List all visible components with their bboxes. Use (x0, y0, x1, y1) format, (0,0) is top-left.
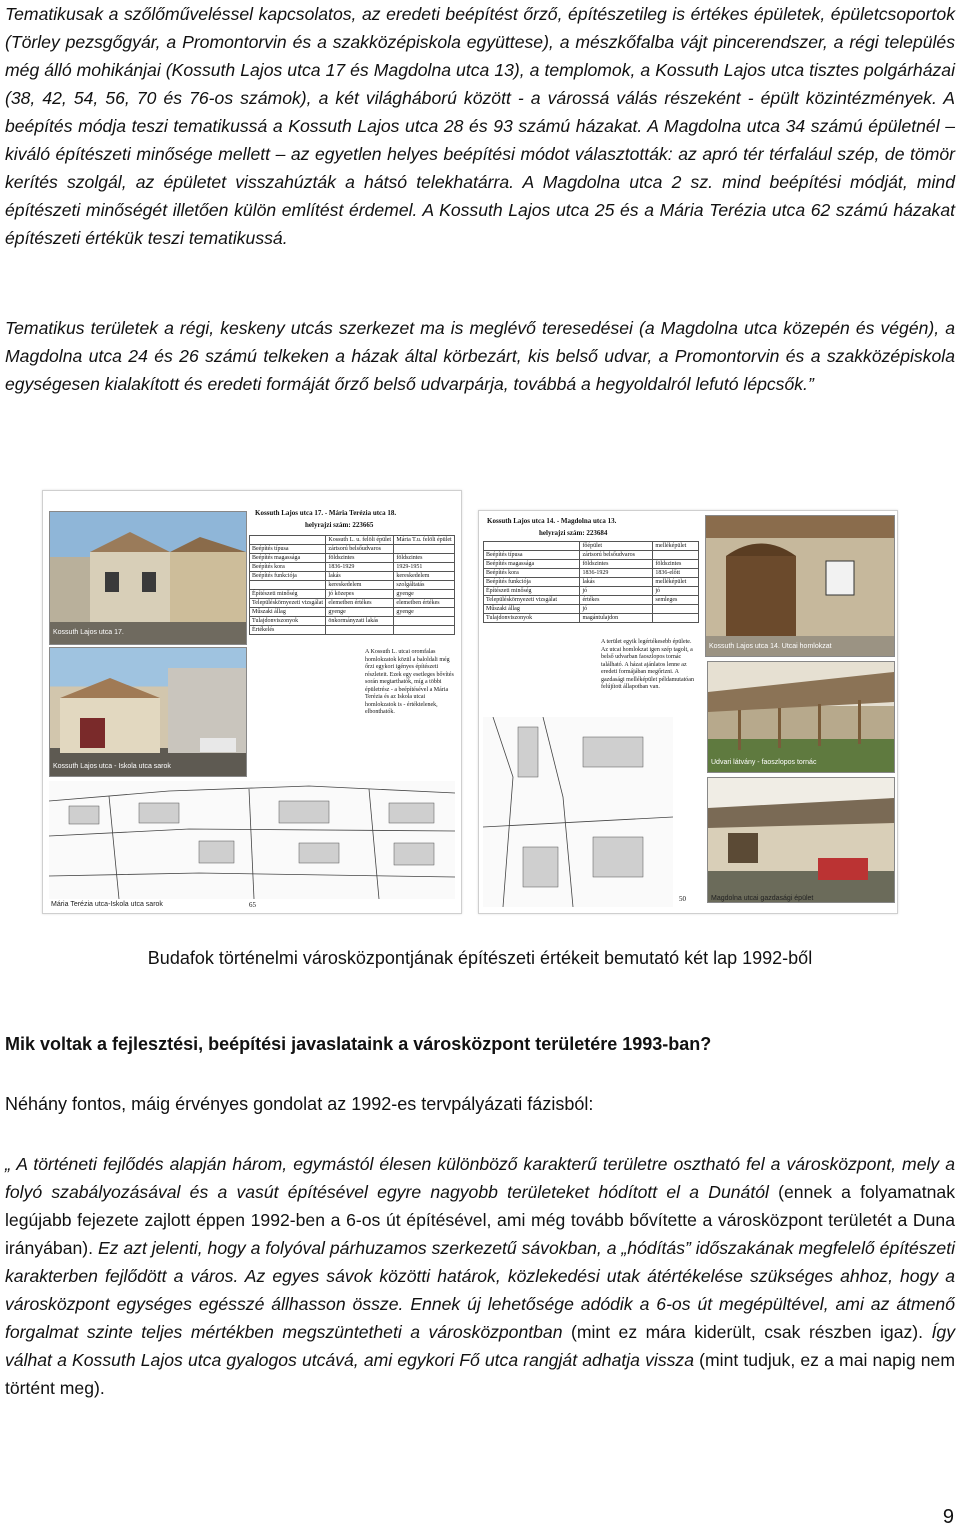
table-cell (394, 617, 455, 626)
lot-number: helyrajzi szám: 223665 (305, 521, 374, 529)
table-cell: gyenge (394, 608, 455, 617)
table-row (250, 617, 455, 626)
evaluation-note: A Kossuth L. utcai oromfalas homlokzatok közül a baloldali még őrzi egykori igényes építészeti részleteit. Ezek egy esetleges bővítés során megtarthatók, míg a többi épületrész - a beépítésével a Mária Terézia és az Iskola utcai homlokzatok is - értéktelenek, elbonthatók. (365, 649, 454, 715)
table-cell: földszintes (394, 554, 455, 563)
table-header: melléképület (653, 542, 699, 551)
table-cell: Beépítés típusa (484, 551, 580, 560)
paragraph-thematic-buildings: Tematikusak a szőlőműveléssel kapcsolatos, az eredeti beépítést őrző, építészetileg is értékes épületek, épületcsoportok (Törley pezsgőgyár, a Promontorvin és a szakközépiskola együttese), a mészkőfalba vájt pincerendszer, a régi település még álló mohikánjai (Kossuth Lajos utca 17 és Magdolna utca 13), a templomok, a Kossuth Lajos utca tisztes polgárházai (38, 42, 54, 56, 70 és 76-os számok), a két világháború között - a várossá válás részeként - épült közintézmények. A beépítés módja teszi tematikussá a Kossuth Lajos utca 28 és 93 számú házakat. A Magdolna utca 34 számú épületnél –kiváló építészeti minősége mellett – az egyetlen helyes beépítési módot választották: az apró tér térfalául szép, de tömör kerítés szolgál, az épületet visszahúzták a hátsó telekhatárra. A Magdolna utca 2 sz. mind beépítési módját, mind építészeti minőségét illetően külön említést érdemel. A Kossuth Lajos utca 25 és a Mária Terézia utca 62 számú házakat építészeti értékük teszi tematikussá. (5, 4, 955, 248)
table-cell: semleges (653, 596, 699, 605)
table-cell: 1836-1929 (580, 569, 653, 578)
table-cell: Településkörnyezeti vizsgálat (484, 596, 580, 605)
table-header (250, 536, 326, 545)
photo-label: Mária Terézia utca-Iskola utca sarok (51, 901, 163, 908)
table-cell: elemeiben értékes (326, 599, 394, 608)
table-row (250, 563, 455, 572)
table-cell: 1836-1929 (326, 563, 394, 572)
table-cell (326, 626, 394, 635)
table-row (250, 554, 455, 563)
left-sheet (42, 490, 462, 914)
table-cell: lakás (326, 572, 394, 581)
photo-courtyard-porch (707, 661, 895, 773)
photo-label: Kossuth Lajos utca 14. Utcai homlokzat (709, 643, 832, 650)
photo-label: Kossuth Lajos utca - Iskola utca sarok (53, 763, 171, 770)
paragraph-quote (5, 1150, 955, 1402)
table-row (484, 578, 699, 587)
table-cell: zártsorú belsőudvaros (326, 545, 394, 554)
photo-label: Magdolna utcai gazdasági épület (711, 895, 814, 902)
sheet-page-number: 65 (249, 901, 256, 909)
table-row (250, 581, 455, 590)
table-cell: gyenge (326, 608, 394, 617)
table-cell: Beépítés kora (484, 569, 580, 578)
table-cell: magántulajdon (580, 614, 653, 623)
table-cell: Beépítés funkciója (484, 578, 580, 587)
sheet-title: Kossuth Lajos utca 17. - Mária Terézia utca 18. (255, 509, 397, 517)
table-cell: melléképület (653, 578, 699, 587)
table-cell (394, 545, 455, 554)
table-cell: Beépítés funkciója (250, 572, 326, 581)
right-data-table (483, 541, 699, 623)
lot-number: helyrajzi szám: 223684 (539, 529, 608, 537)
table-row (250, 572, 455, 581)
right-sheet (478, 510, 898, 914)
quote-sentence: (mint tudjuk, ez a mai napig nem történt meg). (5, 1350, 955, 1398)
figure-caption: Budafok történelmi városközpontjának építészeti értékeit bemutató két lap 1992-ből (147, 948, 813, 968)
table-cell: Műszaki állag (484, 605, 580, 614)
quote-sentence: Ez azt jelenti, hogy a folyóval párhuzamos szerkezetű sávokban, a „hódítás” időszakának megfelelő építészeti karakterben fejlődött a város. Az egyes sávok közötti határok, közlekedési utak átértékelése szükséges ahhoz, hogy a városközpont egységes egésszé állhasson össze. Ennek új lehetősége adódik a 6-os út megépültével, ami az átmenő forgalmat szinte teljes mértékben megszüntetheti a városközpontban (5, 1238, 955, 1342)
sheet-title: Kossuth Lajos utca 14. - Magdolna utca 13. (487, 517, 617, 525)
table-cell: szolgáltatás (394, 581, 455, 590)
table-cell: Műszaki állag (250, 608, 326, 617)
table-cell: önkormányzati lakás (326, 617, 394, 626)
paragraph-thematic-areas: Tematikus területek a régi, keskeny utcás szerkezet ma is meglévő teresedései (a Magdolna utca közepén és végén), a Magdolna utca 24 és 26 számú telkeken a házak által körbezárt, kis belső udvar, a Promontorvin és a szakközépiskola egységesen kialakított és eredeti formáját őrző belső udvarpárja, továbbá a hegyoldalról lefutó lépcsők.” (5, 318, 955, 394)
sheet-page-number: 50 (679, 895, 686, 903)
photo-label: Udvari látvány - faoszlopos tornác (711, 759, 817, 766)
photo-kossuth-17 (49, 511, 247, 645)
table-cell: Tulajdonviszonyok (484, 614, 580, 623)
table-header: főépület (580, 542, 653, 551)
table-cell: 1836-előtt (653, 569, 699, 578)
table-row (250, 599, 455, 608)
table-row (484, 614, 699, 623)
table-row (484, 587, 699, 596)
photo-label: Kossuth Lajos utca 17. (53, 629, 124, 636)
table-cell: elemeiben értékes (394, 599, 455, 608)
table-cell: jó (653, 587, 699, 596)
photo-kossuth-14-facade (705, 515, 895, 657)
table-cell: kereskedelem (394, 572, 455, 581)
table-cell: Építészeti minőség (250, 590, 326, 599)
table-header: Kossuth L. u. felöli épület (326, 536, 394, 545)
table-cell: kereskedelem (326, 581, 394, 590)
section-heading: Mik voltak a fejlesztési, beépítési javaslataink a városközpont területére 1993-ban? (5, 1034, 712, 1054)
table-row (250, 626, 455, 635)
quote-sentence: (ennek a folyamatnak legújabb fejezete zajlott éppen 1992-ben a 6-os út építésével, ami még tovább bővítette a városközpont területét a Duna irányában). (5, 1182, 955, 1258)
table-row (484, 569, 699, 578)
table-cell (250, 581, 326, 590)
table-cell: Tulajdonviszonyok (250, 617, 326, 626)
table-cell: Beépítés magassága (484, 560, 580, 569)
table-cell: értékes (580, 596, 653, 605)
intro-text: Néhány fontos, máig érvényes gondolat az 1992-es tervpályázati fázisból: (5, 1094, 594, 1114)
table-cell: lakás (580, 578, 653, 587)
table-cell: jó közepes (326, 590, 394, 599)
quote-sentence: (mint ez mára kiderült, csak részben igaz). (562, 1322, 924, 1342)
table-cell (653, 614, 699, 623)
table-cell: Értékelés (250, 626, 326, 635)
table-row (250, 590, 455, 599)
table-row (484, 605, 699, 614)
table-cell: jó (580, 605, 653, 614)
photo-kossuth-iskola-corner (49, 647, 247, 777)
table-cell: földszintes (653, 560, 699, 569)
table-cell: Beépítés kora (250, 563, 326, 572)
table-cell: Beépítés magassága (250, 554, 326, 563)
table-cell (653, 551, 699, 560)
table-row (250, 545, 455, 554)
page-number: 9 (942, 1506, 954, 1528)
table-row (484, 596, 699, 605)
table-header (484, 542, 580, 551)
table-cell: zártsorú belsőudvaros (580, 551, 653, 560)
photo-magdolna-farm-building (707, 777, 895, 903)
table-row (250, 608, 455, 617)
table-cell: földszintes (326, 554, 394, 563)
table-row (484, 560, 699, 569)
table-cell: 1929-1951 (394, 563, 455, 572)
table-header: Mária T.u. felöli épület (394, 536, 455, 545)
quote-sentence: Így válhat a Kossuth Lajos utca gyalogos utcává, ami egykori Fő utca rangját adhatja vissza (5, 1322, 955, 1370)
table-cell: gyenge (394, 590, 455, 599)
quote-sentence: „ A történeti fejlődés alapján három, egymástól élesen különböző karakterű területre osztható fel a városközpont, mely a folyó szabályozásával és a vasút építésével egyre nagyobb területeket hódított el a Dunától (5, 1154, 955, 1202)
table-cell (394, 626, 455, 635)
site-plan-map (483, 717, 673, 907)
table-cell: földszintes (580, 560, 653, 569)
site-plan-map (49, 781, 455, 899)
table-cell: jó (580, 587, 653, 596)
table-row (484, 551, 699, 560)
table-cell: Építészeti minőség (484, 587, 580, 596)
table-cell: Településkörnyezeti vizsgálat (250, 599, 326, 608)
left-data-table (249, 535, 455, 635)
figure-two-sheets (0, 486, 960, 916)
table-cell (653, 605, 699, 614)
evaluation-note: A terület egyik legértékesebb épülete. Az utcai homlokzat igen szép tagolt, a belső udvarban faoszlopos tornác található. A házat ajánlatos lenne az eredeti formájában megőrizni. A gazdasági melléképület példamutatóan felújított állapotban van. (601, 639, 694, 690)
table-cell: Beépítés típusa (250, 545, 326, 554)
